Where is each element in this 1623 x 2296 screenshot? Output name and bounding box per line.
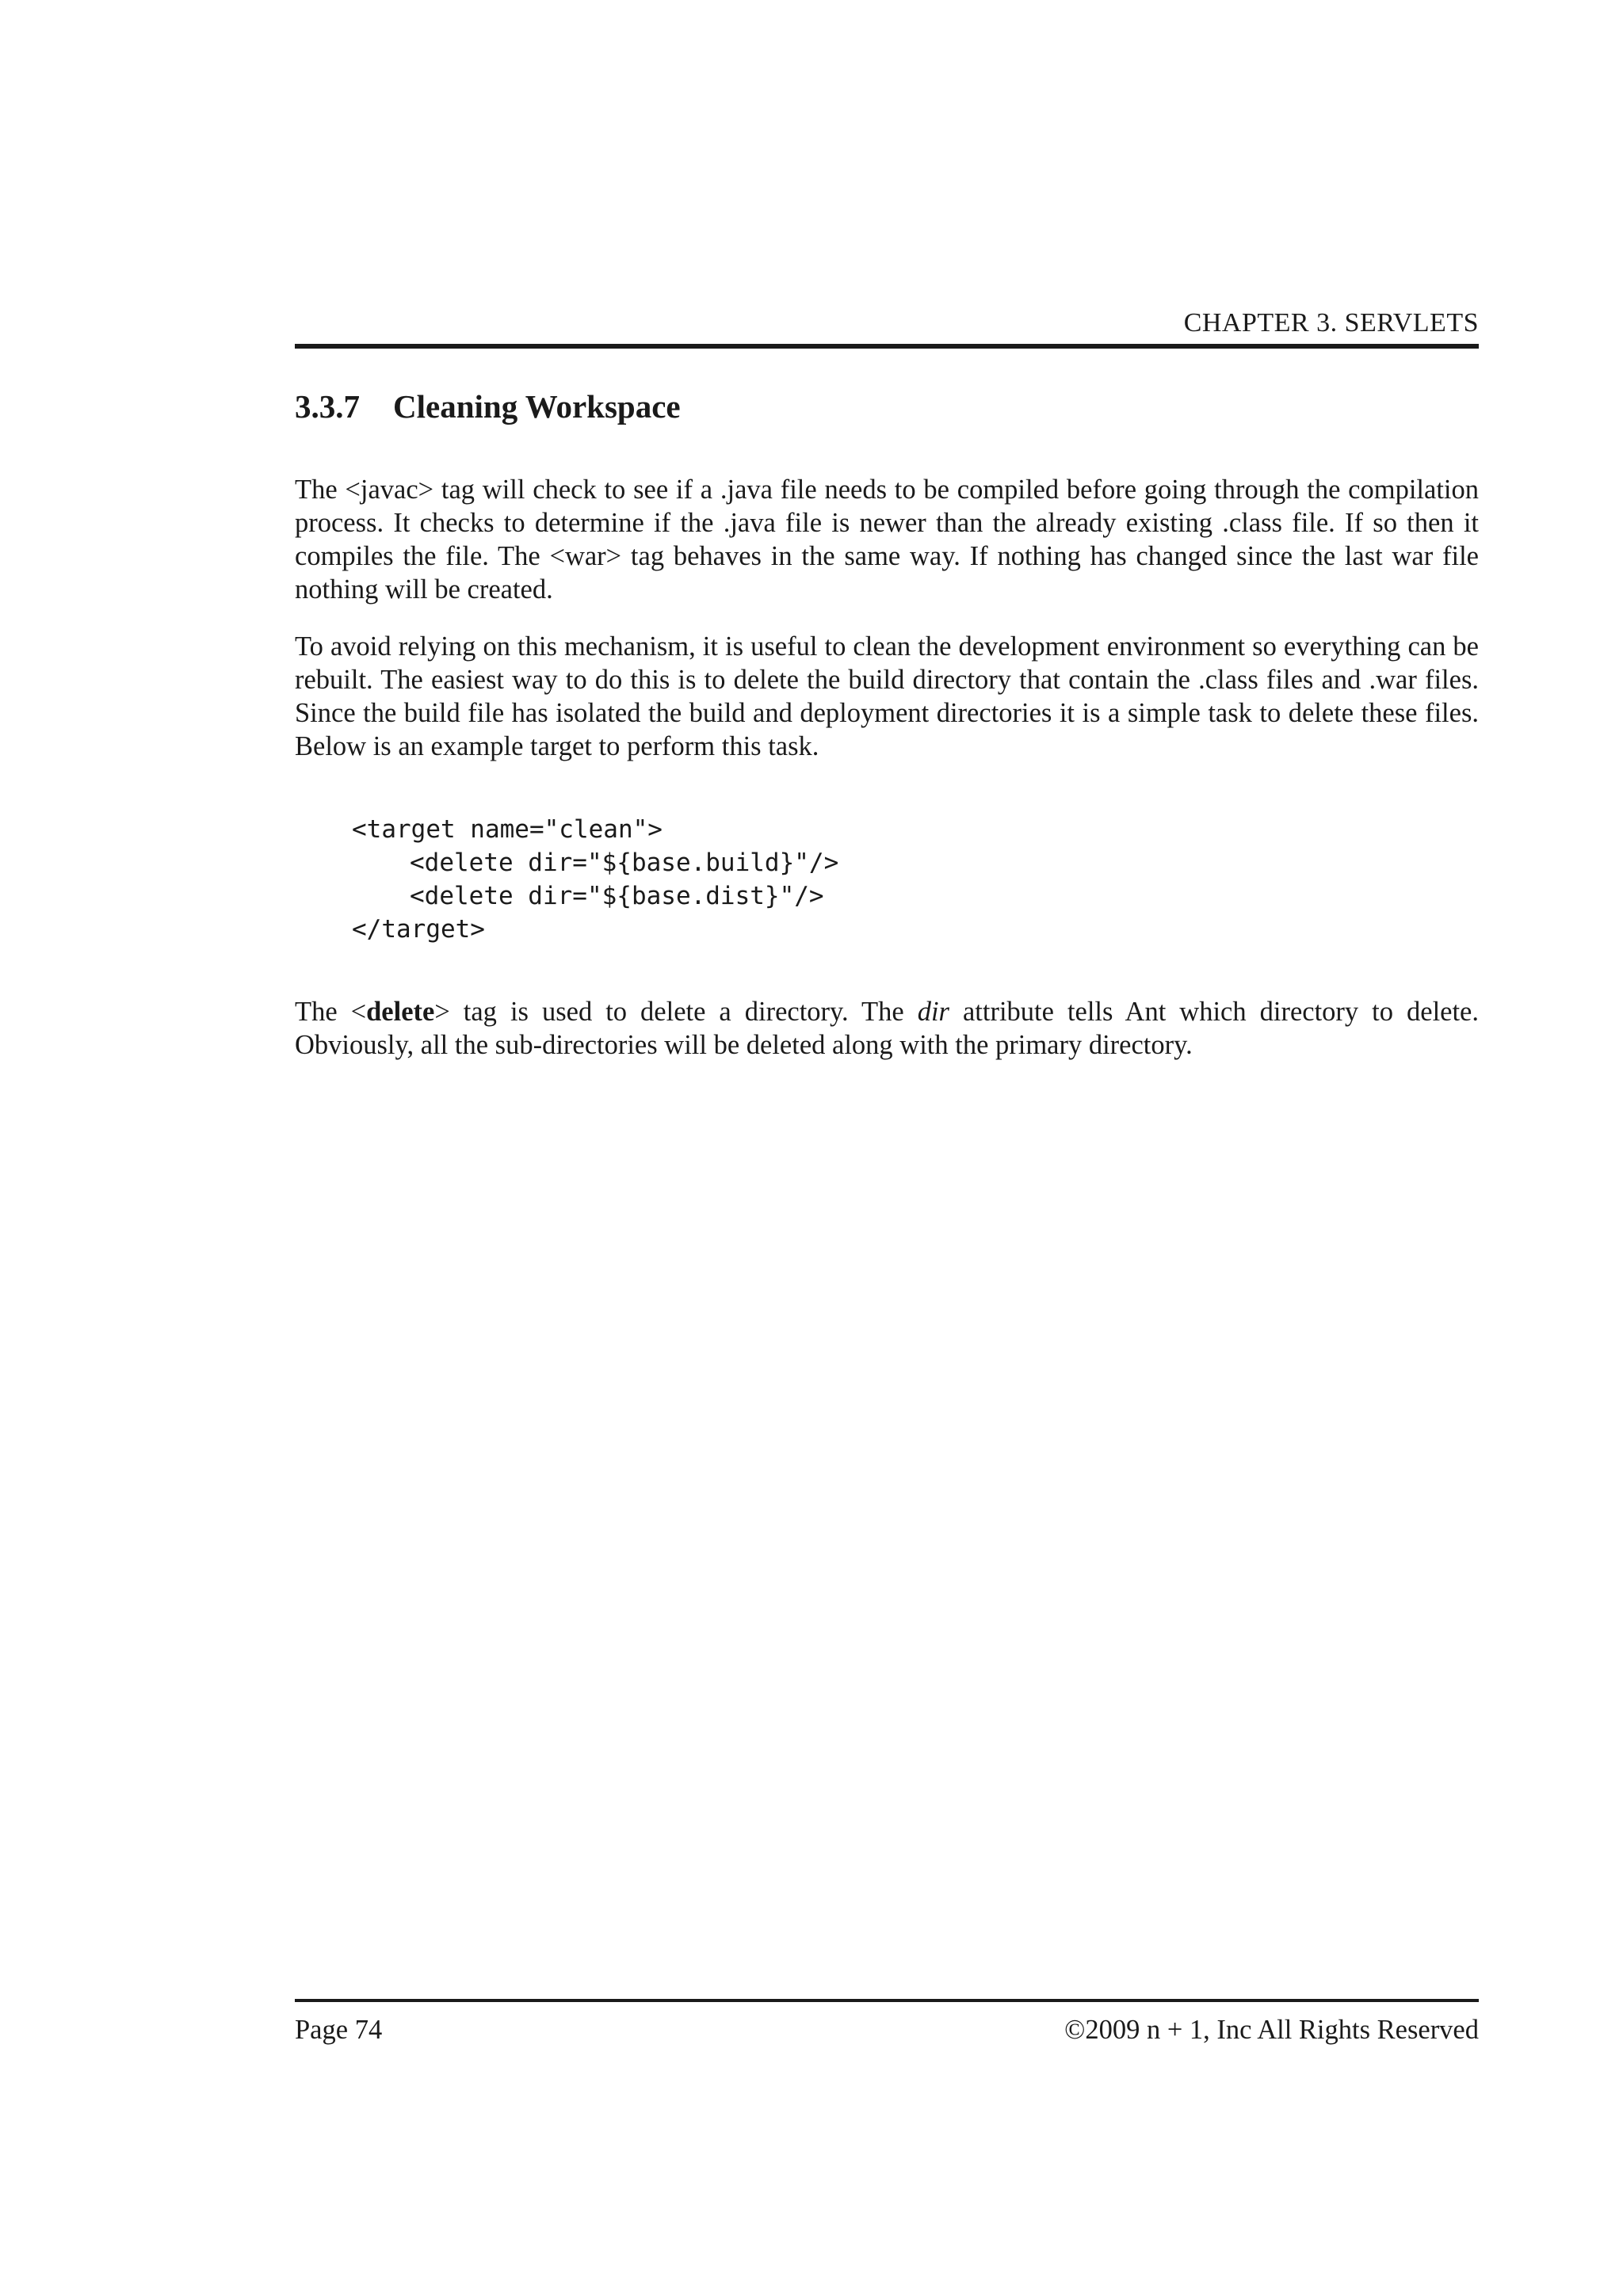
paragraph-delete-tag	[295, 995, 1479, 1062]
section-number: 3.3.7	[295, 388, 360, 425]
footer-rule	[295, 1999, 1479, 2002]
code-block	[352, 813, 838, 946]
code-line: <delete dir="${base.dist}"/>	[410, 882, 824, 910]
running-header: CHAPTER 3. SERVLETS	[1183, 308, 1479, 338]
italic-term-dir: dir	[917, 997, 949, 1027]
paragraph-javac: The <javac> tag will check to see if a .java file needs to be compiled before going through the compilation process. It checks to determine if the .java file is newer than the already existing .class file. If so then it compiles the file. The <war> tag behaves in the same way. If nothing has changed since the last war file nothing will be created.	[295, 475, 1479, 605]
paragraph-clean-environment: To avoid relying on this mechanism, it is useful to clean the development environment so everything can be rebuilt. The easiest way to do this is to delete the build directory that contain the .class files and .war files. Since the build file has isolated the build and deployment directories it is a simple task to delete these files. Below is an example target to perform this task.	[295, 631, 1479, 761]
text-run: > tag is used to delete a directory. The	[434, 997, 918, 1027]
page-number: Page 74	[295, 2015, 383, 2045]
text-run: The <	[295, 997, 367, 1027]
bold-term-delete: delete	[366, 997, 435, 1027]
section-heading	[295, 387, 681, 426]
header-rule	[295, 344, 1479, 349]
code-line: </target>	[352, 915, 485, 944]
section-title: Cleaning Workspace	[393, 388, 681, 425]
code-line: <delete dir="${base.build}"/>	[410, 849, 839, 877]
code-line: <target name="clean">	[352, 815, 663, 844]
text-run: attribute tells Ant which directory to delete. Obviously, all the sub-directories will be deleted along with the primary directory.	[295, 997, 1479, 1060]
copyright-notice: ©2009 n + 1, Inc All Rights Reserved	[1064, 2015, 1479, 2045]
